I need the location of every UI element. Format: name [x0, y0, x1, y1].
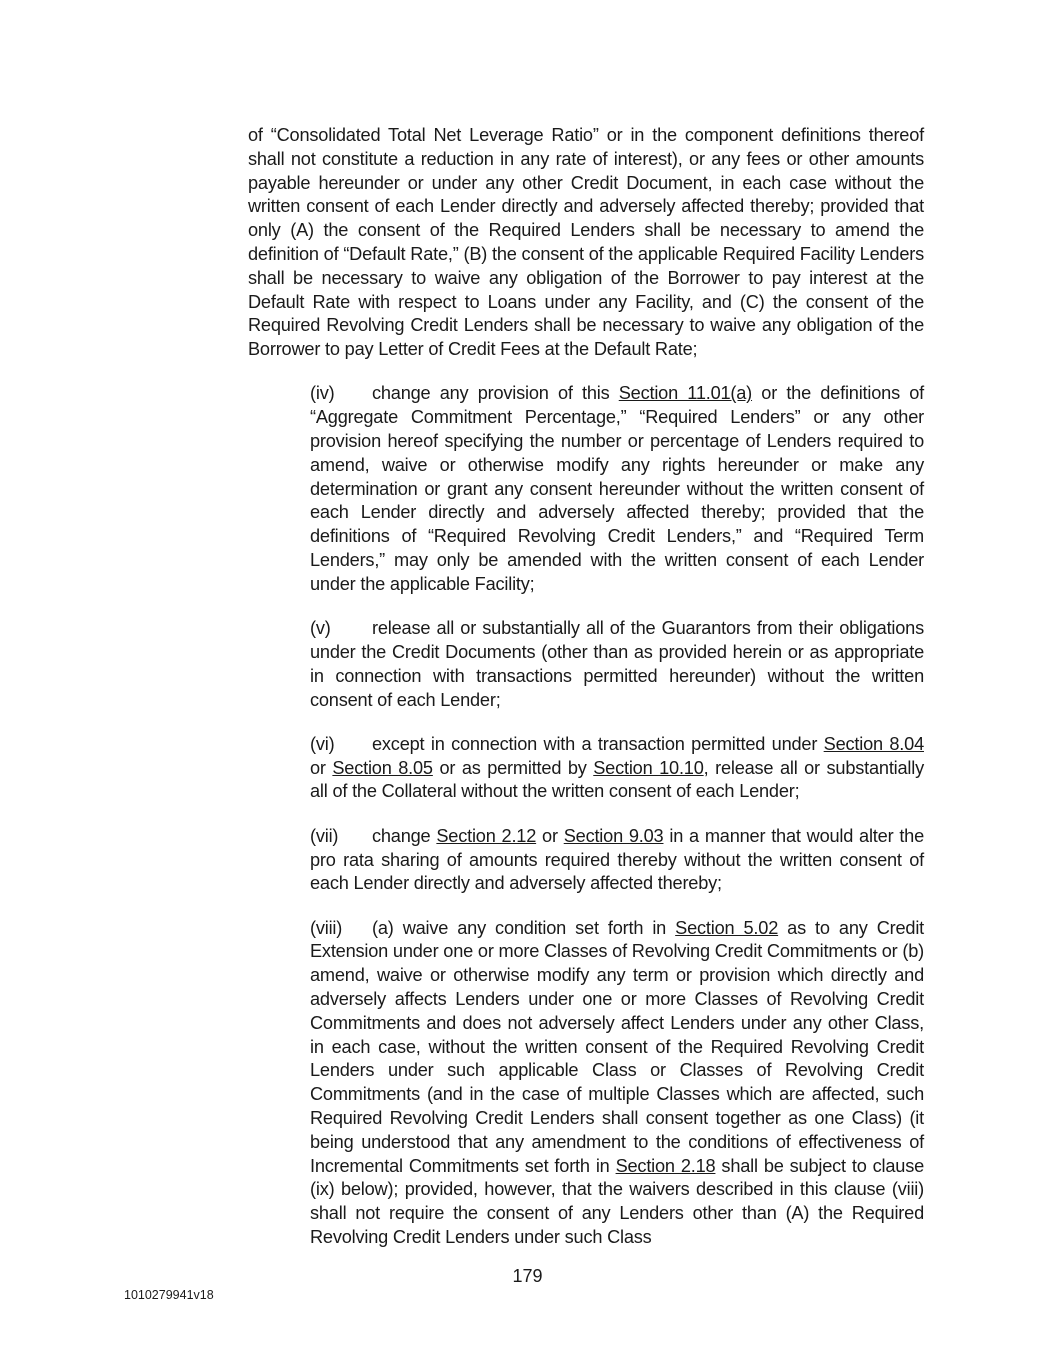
clause-number: (viii)	[310, 917, 343, 938]
clause-vi: (vi) except in connection with a transaction permitted under Section 8.04 or Section 8.05 or as permitted by Section 10.10, release all or substantially all of the Collateral without the written consent of each Lender;	[310, 733, 924, 802]
clause-iv: (iv) change any provision of this Section 11.01(a) or the definitions of “Aggregate Commitment Percentage,” “Required Lenders” or any other provision hereof specifying the number or percentage of Lenders required to amend, waive or otherwise modify any rights hereunder or make any determination or grant any consent hereunder without the written consent of each Lender directly and adversely affected thereby; provided that the definitions of “Required Revolving Credit Lenders,” and “Required Term Lenders,” may only be amended with the written consent of each Lender under the applicable Facility;	[310, 383, 924, 594]
section-reference-link[interactable]: Section 8.05	[332, 757, 433, 778]
clause-viii: (viii) (a) waive any condition set forth in Section 5.02 as to any Credit Extension under one or more Classes of Revolving Credit Commitments or (b) amend, waive or otherwise modify any term or provision which directly and adversely affects Lenders under one or more Classes of Revolving Credit Commitments and does not adversely affect Lenders under any other Class, in each case, without the written consent of the Required Revolving Credit Lenders under such applicable Class or Classes of Revolving Credit Commitments (and in the case of multiple Classes which are affected, such Required Revolving Credit Lenders shall consent together as one Class) (it being understood that any amendment to the conditions of effectiveness of Incremental Commitments set forth in Section 2.18 shall be subject to clause (ix) below); provided, however, that the waivers described in this clause (viii) shall not require the consent of any Lenders other than (A) the Required Revolving Credit Lenders under such Class	[310, 917, 925, 1247]
clause-number: (v)	[310, 618, 331, 639]
clause-number: (vi)	[310, 733, 335, 754]
page-number: 179	[512, 1266, 543, 1286]
clause-v: (v) release all or substantially all of the Guarantors from their obligations under the Credit Documents (other than as provided herein or as appropriate in connection with transactions permitted hereunder) without the written consent of each Lender;	[310, 618, 924, 710]
paragraph-continuation: of “Consolidated Total Net Leverage Ratio” or in the component definitions thereof shall not constitute a reduction in any rate of interest), or any fees or other amounts payable hereunder or under any other Credit Document, in each case without the written consent of each Lender directly and adversely affected thereby; provided that only (A) the consent of the Required Lenders shall be necessary to amend the definition of “Default Rate,” (B) the consent of the applicable Required Facility Lenders shall be necessary to waive any obligation of the Borrower to pay interest at the Default Rate with respect to Loans under any Facility, and (C) the consent of the Required Revolving Credit Lenders shall be necessary to waive any obligation of the Borrower to pay Letter of Credit Fees at the Default Rate;	[248, 125, 924, 360]
section-reference-link[interactable]: Section 10.10	[593, 757, 704, 778]
section-reference-link[interactable]: Section 2.18	[615, 1155, 716, 1176]
section-reference-link[interactable]: Section 2.12	[436, 825, 537, 846]
clause-number: (iv)	[310, 383, 335, 404]
body-text	[248, 124, 924, 1270]
document-id: 1010279941v18	[124, 1288, 214, 1302]
section-reference-link[interactable]: Section 5.02	[675, 917, 779, 938]
clause-number: (vii)	[310, 825, 339, 846]
section-reference-link[interactable]: Section 8.04	[823, 733, 924, 754]
section-reference-link[interactable]: Section 11.01(a)	[618, 383, 753, 404]
section-reference-link[interactable]: Section 9.03	[563, 825, 664, 846]
clause-vii: (vii) change Section 2.12 or Section 9.03 in a manner that would alter the pro rata sharing of amounts required thereby without the written consent of each Lender directly and adversely affected thereby;	[310, 825, 925, 894]
